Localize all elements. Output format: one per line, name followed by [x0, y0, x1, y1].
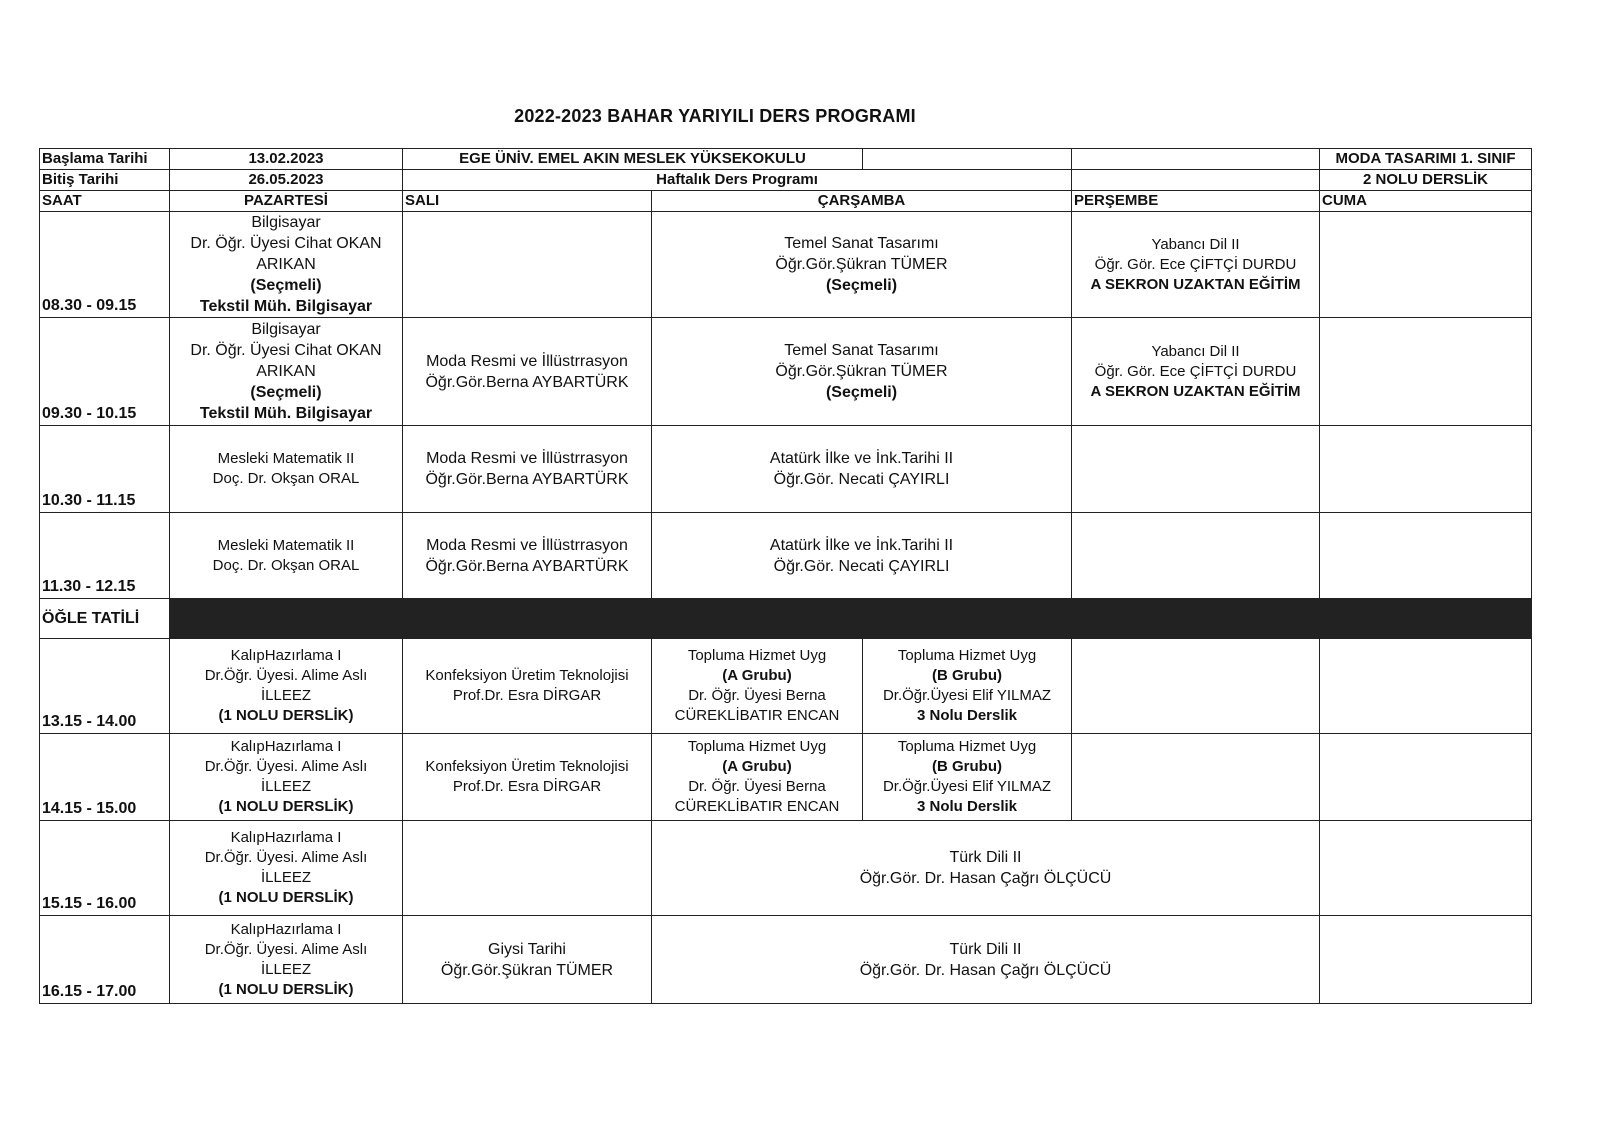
course-cell	[1072, 212, 1320, 318]
course-teacher: Dr. Öğr. Üyesi Cihat OKAN	[190, 342, 382, 359]
header-empty-cell	[1072, 149, 1320, 170]
table-row	[40, 318, 1532, 426]
course-teacher: Öğr.Gör. Dr. Hasan Çağrı ÖLÇÜCÜ	[859, 961, 1112, 979]
course-teacher: Dr. Öğr. Üyesi Berna	[688, 778, 826, 795]
empty-cell	[1320, 916, 1532, 1004]
empty-cell	[1320, 734, 1532, 821]
course-name: Yabancı Dil II	[1151, 235, 1240, 253]
course-cell	[652, 639, 863, 734]
course-cell	[403, 916, 652, 1004]
course-teacher: Prof.Dr. Esra DİRGAR	[452, 778, 602, 795]
empty-cell	[1072, 639, 1320, 734]
col-sali: SALI	[403, 191, 652, 212]
course-teacher: Öğr.Gör.Berna AYBARTÜRK	[425, 373, 629, 391]
course-cell	[652, 318, 1072, 426]
course-teacher: Dr.Öğr. Üyesi. Alime Aslı	[204, 940, 368, 958]
course-name: Atatürk İlke ve İnk.Tarihi II	[769, 536, 954, 554]
course-teacher: ARIKAN	[256, 256, 316, 273]
time-cell: 11.30 - 12.15	[40, 513, 170, 599]
course-cell	[403, 426, 652, 513]
course-name: Türk Dili II	[949, 849, 1022, 866]
course-place: Tekstil Müh. Bilgisayar	[199, 298, 373, 315]
course-teacher: Öğr.Gör.Şükran TÜMER	[775, 363, 948, 380]
course-place: (1 NOLU DERSLİK)	[218, 707, 354, 724]
time-cell: 09.30 - 10.15	[40, 318, 170, 426]
course-teacher: Dr.Öğr. Üyesi. Alime Aslı	[204, 758, 368, 775]
course-group: (B Grubu)	[932, 667, 1002, 684]
room-name: 2 NOLU DERSLİK	[1320, 170, 1532, 191]
course-name: Konfeksiyon Üretim Teknolojisi	[425, 758, 629, 775]
schedule-table	[39, 148, 1532, 1004]
course-cell	[403, 318, 652, 426]
time-cell: 15.15 - 16.00	[40, 821, 170, 916]
course-name: Topluma Hizmet Uyg	[687, 738, 827, 755]
course-place: A SEKRON UZAKTAN EĞİTİM	[1090, 382, 1301, 400]
course-teacher: Dr.Öğr.Üyesi Elif YILMAZ	[882, 778, 1052, 795]
course-group: (A Grubu)	[722, 758, 792, 775]
course-place: 3 Nolu Derslik	[916, 798, 1018, 815]
table-row	[40, 513, 1532, 599]
course-type: (Seçmeli)	[250, 384, 322, 401]
course-cell	[652, 513, 1072, 599]
course-teacher: CÜREKLİBATIR ENCAN	[674, 798, 840, 815]
empty-cell	[1072, 734, 1320, 821]
table-row	[40, 639, 1532, 734]
course-place: 3 Nolu Derslik	[916, 707, 1018, 724]
course-cell	[863, 734, 1072, 821]
school-name: EGE ÜNİV. EMEL AKIN MESLEK YÜKSEKOKULU	[403, 149, 863, 170]
page-title: 2022-2023 BAHAR YARIYILI DERS PROGRAMI	[514, 106, 916, 126]
course-name: Topluma Hizmet Uyg	[897, 647, 1037, 664]
course-place: (1 NOLU DERSLİK)	[218, 798, 354, 815]
course-cell	[863, 639, 1072, 734]
course-name: Topluma Hizmet Uyg	[687, 647, 827, 664]
course-name: Moda Resmi ve İllüstrrasyon	[426, 352, 628, 370]
course-cell	[403, 639, 652, 734]
course-teacher: Doç. Dr. Okşan ORAL	[212, 556, 360, 574]
course-name: Yabancı Dil II	[1151, 342, 1240, 360]
course-teacher: İLLEEZ	[260, 687, 312, 704]
time-cell: 16.15 - 17.00	[40, 916, 170, 1004]
header-row-start	[40, 149, 1532, 170]
header-row-end	[40, 170, 1532, 191]
col-saat: SAAT	[40, 191, 170, 212]
course-name: Atatürk İlke ve İnk.Tarihi II	[769, 450, 954, 467]
course-teacher: Dr.Öğr. Üyesi. Alime Aslı	[204, 667, 368, 684]
course-teacher: Dr. Öğr. Üyesi Berna	[688, 687, 826, 704]
course-name: Bilgisayar	[251, 214, 321, 231]
empty-cell	[1320, 513, 1532, 599]
empty-cell	[1320, 639, 1532, 734]
class-name: MODA TASARIMI 1. SINIF	[1320, 149, 1532, 170]
empty-cell	[1072, 513, 1320, 599]
course-cell	[403, 513, 652, 599]
course-teacher: Öğr.Gör. Necati ÇAYIRLI	[773, 471, 950, 488]
course-name: KalıpHazırlama I	[230, 920, 342, 938]
course-cell	[652, 426, 1072, 513]
course-teacher: Dr. Öğr. Üyesi Cihat OKAN	[190, 235, 382, 252]
course-teacher: Dr.Öğr. Üyesi. Alime Aslı	[204, 849, 368, 866]
course-teacher: Öğr.Gör.Berna AYBARTÜRK	[425, 471, 629, 488]
empty-cell	[1320, 426, 1532, 513]
course-name: Moda Resmi ve İllüstrrasyon	[426, 450, 628, 467]
course-place: Tekstil Müh. Bilgisayar	[199, 405, 373, 422]
course-cell	[170, 513, 403, 599]
empty-cell	[1320, 212, 1532, 318]
course-name: Türk Dili II	[949, 940, 1022, 958]
course-cell	[170, 212, 403, 318]
course-teacher: Öğr.Gör.Şükran TÜMER	[775, 256, 948, 273]
course-name: Giysi Tarihi	[488, 940, 566, 958]
end-date: 26.05.2023	[170, 170, 403, 191]
course-name: Topluma Hizmet Uyg	[897, 738, 1037, 755]
course-cell	[652, 821, 1320, 916]
course-name: KalıpHazırlama I	[230, 738, 342, 755]
empty-cell	[403, 821, 652, 916]
course-teacher: Doç. Dr. Okşan ORAL	[212, 470, 360, 487]
course-name: Moda Resmi ve İllüstrrasyon	[426, 536, 628, 554]
course-cell	[652, 212, 1072, 318]
course-name: KalıpHazırlama I	[230, 829, 342, 846]
course-group: (A Grubu)	[722, 667, 792, 684]
course-teacher: Öğr. Gör. Ece ÇİFTÇİ DURDU	[1094, 255, 1297, 273]
end-label: Bitiş Tarihi	[40, 170, 170, 191]
empty-cell	[1320, 821, 1532, 916]
time-cell: 13.15 - 14.00	[40, 639, 170, 734]
course-cell	[170, 318, 403, 426]
course-place: (1 NOLU DERSLİK)	[218, 889, 354, 906]
col-persembe: PERŞEMBE	[1072, 191, 1320, 212]
table-row	[40, 734, 1532, 821]
time-cell: 14.15 - 15.00	[40, 734, 170, 821]
table-row	[40, 212, 1532, 318]
course-cell	[170, 426, 403, 513]
course-teacher: Dr.Öğr.Üyesi Elif YILMAZ	[882, 687, 1052, 704]
course-cell	[170, 639, 403, 734]
day-header-row	[40, 191, 1532, 212]
course-teacher: Öğr. Gör. Ece ÇİFTÇİ DURDU	[1094, 362, 1297, 380]
course-teacher: İLLEEZ	[260, 960, 312, 978]
course-name: Konfeksiyon Üretim Teknolojisi	[425, 667, 629, 684]
col-cuma: CUMA	[1320, 191, 1532, 212]
course-name: Mesleki Matematik II	[217, 536, 355, 554]
course-name: Temel Sanat Tasarımı	[784, 235, 939, 252]
lunch-band	[170, 599, 1532, 639]
course-teacher: İLLEEZ	[260, 778, 312, 795]
empty-cell	[1072, 426, 1320, 513]
time-cell: 08.30 - 09.15	[40, 212, 170, 318]
course-teacher: Öğr.Gör. Necati ÇAYIRLI	[773, 557, 950, 575]
table-row	[40, 821, 1532, 916]
col-carsamba: ÇARŞAMBA	[652, 191, 1072, 212]
course-name: Mesleki Matematik II	[217, 450, 355, 467]
course-teacher: İLLEEZ	[260, 869, 312, 886]
course-place: (1 NOLU DERSLİK)	[218, 980, 354, 998]
course-type: (Seçmeli)	[825, 277, 898, 294]
course-teacher: Öğr.Gör.Şükran TÜMER	[440, 961, 614, 979]
lunch-label: ÖĞLE TATİLİ	[40, 599, 170, 639]
course-type: (Seçmeli)	[250, 277, 322, 294]
start-date: 13.02.2023	[170, 149, 403, 170]
course-cell	[403, 734, 652, 821]
empty-cell	[403, 212, 652, 318]
course-cell	[1072, 318, 1320, 426]
course-cell	[170, 821, 403, 916]
course-place: A SEKRON UZAKTAN EĞİTİM	[1090, 275, 1301, 293]
empty-cell	[1320, 318, 1532, 426]
program-type: Haftalık Ders Programı	[403, 170, 1072, 191]
course-cell	[652, 916, 1320, 1004]
header-empty-cell	[1072, 170, 1320, 191]
course-name: KalıpHazırlama I	[230, 647, 342, 664]
course-cell	[652, 734, 863, 821]
table-row	[40, 426, 1532, 513]
course-name: Temel Sanat Tasarımı	[784, 342, 939, 359]
course-teacher: Öğr.Gör. Dr. Hasan Çağrı ÖLÇÜCÜ	[859, 870, 1112, 887]
time-cell: 10.30 - 11.15	[40, 426, 170, 513]
course-group: (B Grubu)	[932, 758, 1002, 775]
table-row	[40, 916, 1532, 1004]
course-type: (Seçmeli)	[825, 384, 898, 401]
course-cell	[170, 916, 403, 1004]
course-cell	[170, 734, 403, 821]
course-name: Bilgisayar	[251, 321, 321, 338]
start-label: Başlama Tarihi	[40, 149, 170, 170]
course-teacher: ARIKAN	[256, 363, 316, 380]
course-teacher: Öğr.Gör.Berna AYBARTÜRK	[425, 557, 629, 575]
course-teacher: CÜREKLİBATIR ENCAN	[674, 707, 840, 724]
lunch-row	[40, 599, 1532, 639]
course-teacher: Prof.Dr. Esra DİRGAR	[452, 687, 602, 704]
header-empty-cell	[863, 149, 1072, 170]
col-pazartesi: PAZARTESİ	[170, 191, 403, 212]
